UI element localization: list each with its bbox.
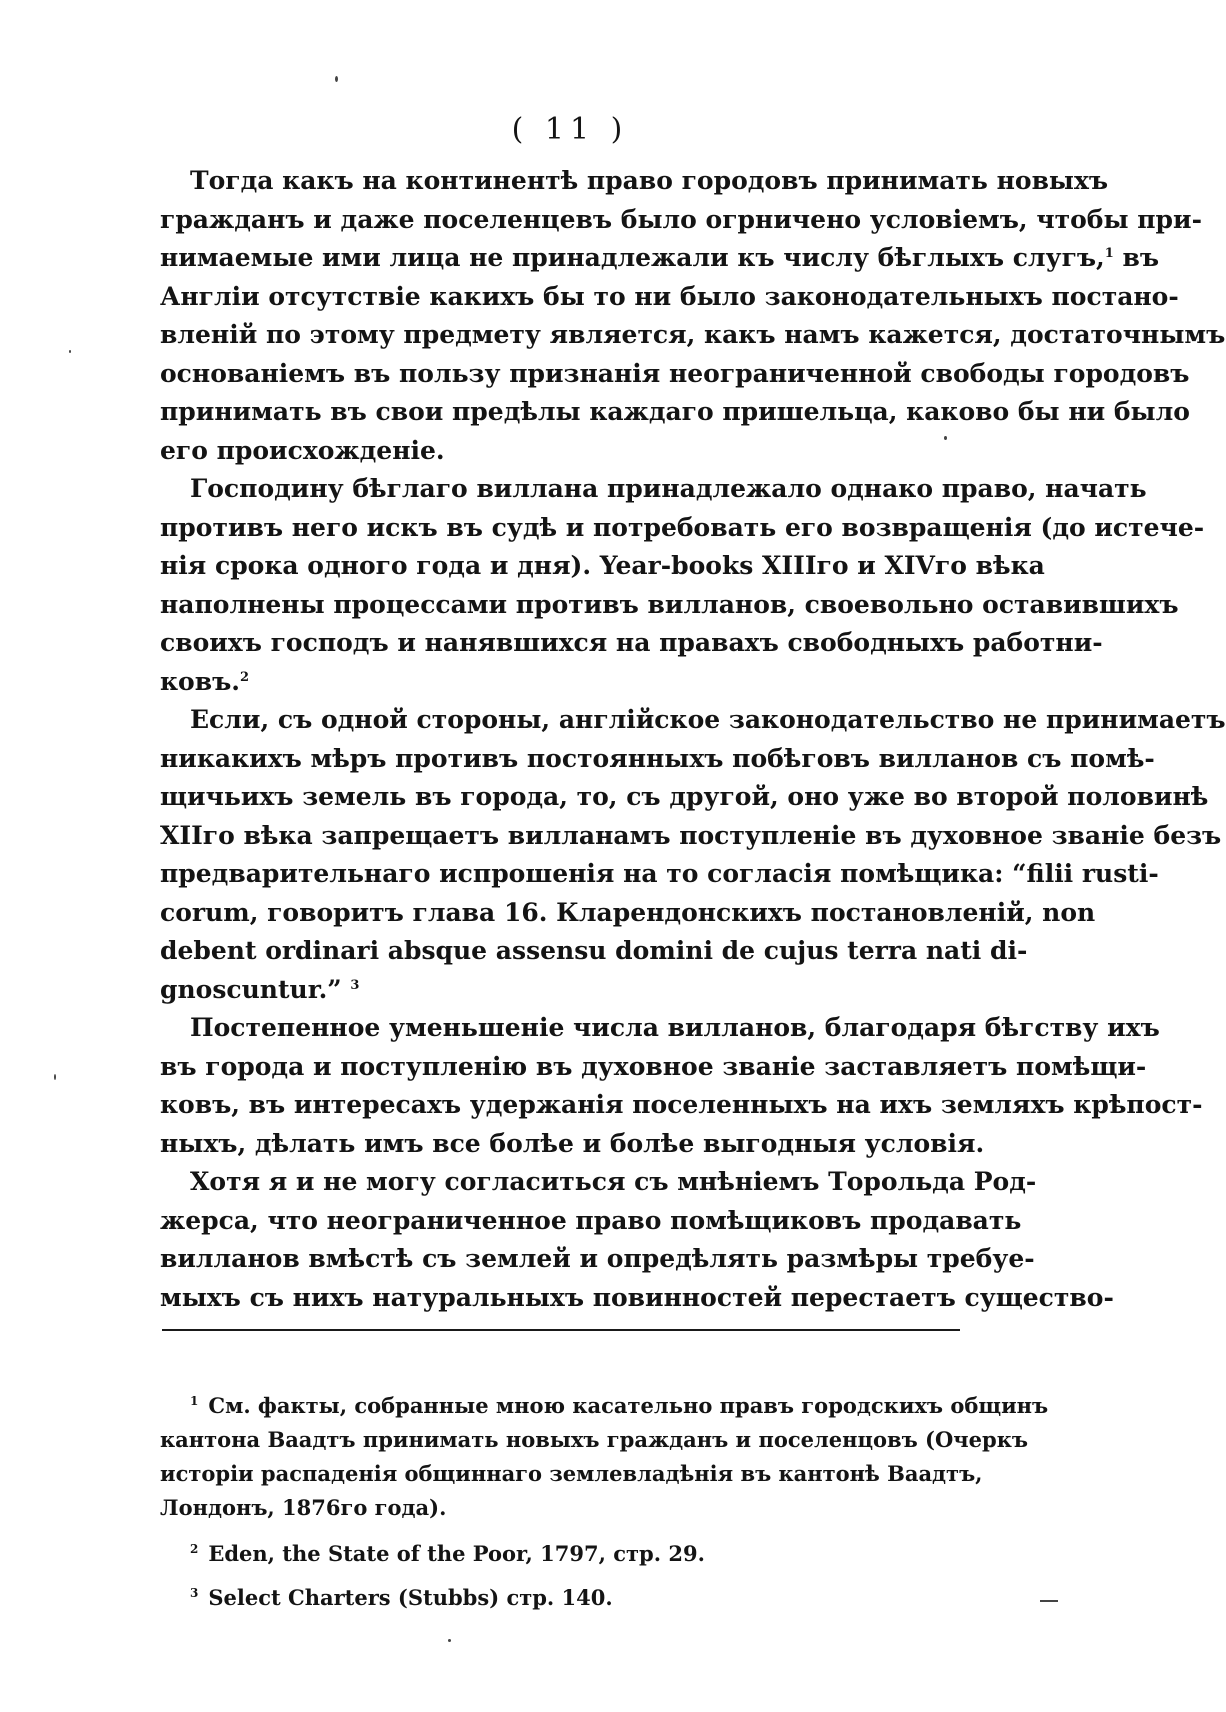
text-line: мыхъ съ нихъ натуральныхъ повинностей перестаетъ существо- <box>160 1282 1114 1312</box>
text-line <box>160 663 960 702</box>
footnote-1 <box>160 1389 1049 1525</box>
text-line: XIIго вѣка запрещаетъ вилланамъ поступленіе въ духовное званіе безъ <box>160 820 1222 850</box>
text-segment: въ <box>1122 243 1160 272</box>
text-line: никакихъ мѣръ противъ постоянныхъ побѣговъ вилланов съ помѣ- <box>160 743 1155 773</box>
scan-speck <box>54 1074 56 1080</box>
footnote-mark: 1 <box>190 1394 199 1408</box>
scan-speck <box>1040 1600 1058 1602</box>
text-line: Англіи отсутствіе какихъ бы то ни было законодательныхъ постано- <box>160 281 1179 311</box>
text-line: щичьихъ земель въ города, то, съ другой, оно уже во второй половинѣ <box>160 782 1209 811</box>
footnote-mark: 3 <box>190 1586 199 1600</box>
text-line <box>160 1389 1049 1423</box>
text-segment: См. факты, собранные мною касательно правъ городскихъ общинъ <box>208 1393 1049 1418</box>
text-segment: Select Charters (Stubbs) стр. 140. <box>208 1585 613 1610</box>
text-line: вленій по этому предмету является, какъ намъ кажется, достаточнымъ <box>160 320 1226 349</box>
text-line: исторіи распаденія общиннаго землевладѣнія въ кантонѣ Ваадтъ, <box>160 1461 983 1486</box>
text-segment: нимаемые ими лица не принадлежали къ числу бѣглыхъ слугъ, <box>160 243 1105 272</box>
text-line: гражданъ и даже поселенцевъ было огрничено условіемъ, чтобы при- <box>160 204 1202 234</box>
page-number: ( 11 ) <box>511 112 629 147</box>
footnote-divider <box>162 1329 960 1331</box>
paragraph-4 <box>160 1009 1203 1163</box>
footnote-ref: 2 <box>239 669 250 685</box>
footnote-3 <box>160 1581 960 1615</box>
scan-speck <box>944 436 947 440</box>
text-segment: ковъ. <box>160 666 240 696</box>
paragraph-1 <box>160 162 1226 470</box>
text-line: основаніемъ въ пользу признанія неограниченной свободы городовъ <box>160 358 1190 388</box>
text-line: наполнены процессами противъ вилланов, своевольно оставившихъ <box>160 589 1179 619</box>
footnote-ref: 3 <box>350 977 360 993</box>
text-line: жерса, что неограниченное право помѣщиковъ продавать <box>160 1205 1022 1235</box>
text-segment: gnoscuntur.” <box>160 974 342 1004</box>
text-line: своихъ господъ и нанявшихся на правахъ свободныхъ работни- <box>160 628 1103 657</box>
text-line: принимать въ свои предѣлы каждаго пришельца, каково бы ни было <box>160 397 1190 426</box>
text-line: кантона Ваадтъ принимать новыхъ гражданъ и поселенцовъ (Очеркъ <box>160 1427 1028 1452</box>
footnote-2 <box>160 1537 960 1571</box>
scan-speck <box>448 1639 451 1642</box>
paragraph-5 <box>160 1163 1114 1317</box>
scan-speck <box>69 350 71 353</box>
text-line <box>160 1537 960 1571</box>
text-line: противъ него искъ въ судѣ и потребовать его возвращенія (до истече- <box>160 512 1205 542</box>
text-line: предварительнаго испрошенія на то согласія помѣщика: “filii rusti- <box>160 859 1159 888</box>
text-line: ковъ, въ интересахъ удержанія поселенныхъ на ихъ земляхъ крѣпост- <box>160 1090 1203 1119</box>
footnote-ref: 1 <box>1104 246 1114 261</box>
text-segment: Eden, the State of the Poor, 1797, стр. 29. <box>208 1541 705 1566</box>
text-line: corum, говоритъ глава 16. Кларендонскихъ постановленій, non <box>160 897 1096 927</box>
text-line: Лондонъ, 1876го года). <box>160 1495 447 1520</box>
text-line <box>160 1581 960 1615</box>
paragraph-2 <box>160 470 1205 701</box>
footnote-mark: 2 <box>190 1542 199 1556</box>
paragraph-3 <box>160 701 1226 1009</box>
text-line: нія срока одного года и дня). Year-books XIIIго и XIVго вѣка <box>160 551 1045 580</box>
text-line: Тогда какъ на континентѣ право городовъ принимать новыхъ <box>190 166 1109 195</box>
text-line: въ города и поступленію въ духовное званіе заставляетъ помѣщи- <box>160 1051 1147 1081</box>
scan-speck <box>335 76 338 82</box>
text-line: его происхожденіе. <box>160 435 445 465</box>
text-line: Постепенное уменьшеніе числа вилланов, благодаря бѣгству ихъ <box>190 1013 1160 1042</box>
text-line: Господину бѣглаго виллана принадлежало однако право, начать <box>190 474 1147 503</box>
text-line: debent ordinari absque assensu domini de cujus terra nati di- <box>160 936 1028 965</box>
text-line: ныхъ, дѣлать имъ все болѣе и болѣе выгодныя условія. <box>160 1128 985 1158</box>
text-line <box>160 239 1160 278</box>
text-line: Если, съ одной стороны, англійское законодательство не принимаетъ <box>190 705 1226 734</box>
text-line: Хотя я и не могу согласиться съ мнѣніемъ Торольда Род- <box>190 1167 1037 1196</box>
text-line <box>160 971 960 1010</box>
text-line: вилланов вмѣстѣ съ землей и опредѣлять размѣры требуе- <box>160 1244 1035 1273</box>
